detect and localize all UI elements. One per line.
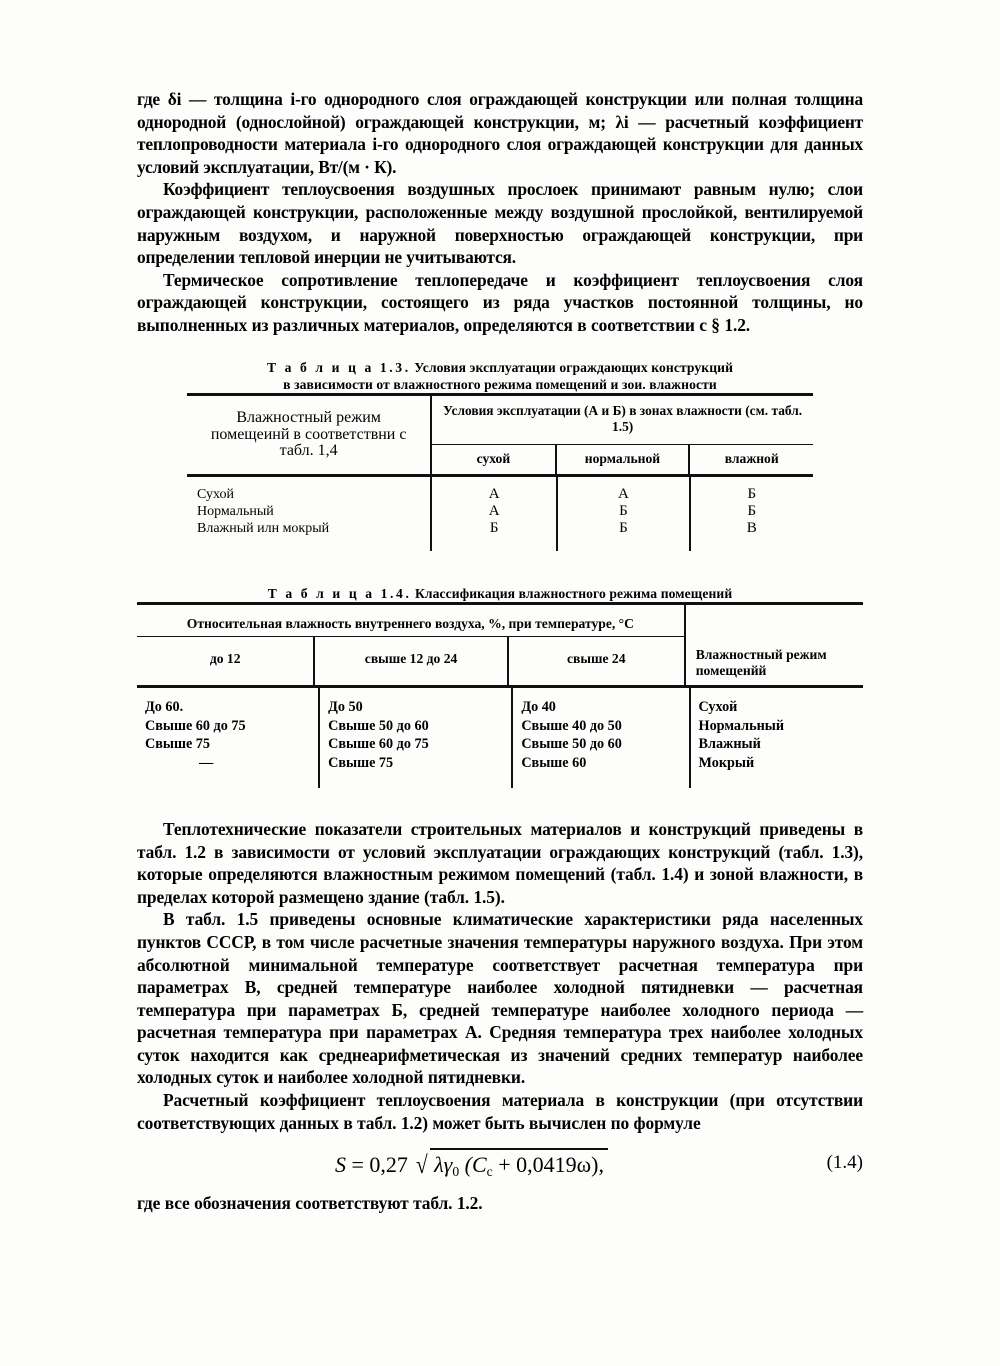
table-1-3-cell-2-0: Б (489, 520, 499, 537)
table-1-4-header-group: Относительная влажность внутреннего воздуха, %, при температуре, °С (186, 616, 634, 632)
table-1-3-header-row (187, 396, 813, 445)
table-1-4-cell-2-1: Свыше 60 до 75 (328, 736, 429, 753)
table-row (187, 477, 813, 552)
table-1-3-grid (187, 396, 813, 474)
table-1-4-cell-2-0: Свыше 75 (145, 736, 210, 753)
table-row (137, 688, 863, 788)
table-1-4-cell-0-0: До 60. (145, 699, 184, 716)
table-1-4-col-header-1: свыше 12 до 24 (314, 637, 507, 686)
table-1-4-caption (137, 585, 863, 602)
table-1-4-header-right: Влажностный режим помещенйй (685, 605, 863, 685)
table-1-3-subheader-dry: сухой (431, 444, 555, 474)
table-1-3 (187, 359, 813, 552)
table-1-3-col-normal (557, 477, 689, 552)
table-1-3-cell-2-1: Б (619, 520, 628, 537)
table-1-4-cell-0-2: До 40 (521, 699, 556, 716)
table-1-4-cell-1-1: Свыше 50 до 60 (328, 717, 429, 734)
table-1-4-cell-3-0: — (199, 754, 214, 771)
table-1-4-cell-1-2: Свыше 40 до 50 (521, 717, 622, 734)
table-1-4-cell-1-0: Свыше 60 до 75 (145, 717, 246, 734)
table-1-3-caption-title: Условия эксплуатации ограждающих конструкций (414, 359, 734, 375)
formula-equals: = (351, 1152, 364, 1178)
paragraph-thermal-resistance: Термическое сопротивление теплопередаче и коэффициент теплоусвоения слоя ограждающей конструкции, состоящего из ряда участков постоянной толщины, но выполненных из различных материалов, определяются в соответствии с § 1.2. (137, 269, 863, 335)
table-1-3-caption-label: Т а б л и ц а 1.3. (266, 359, 411, 375)
table-1-3-col-dry (431, 477, 557, 552)
formula-1-4-row (137, 1148, 863, 1192)
formula-lhs: S (335, 1152, 346, 1178)
table-1-3-body (187, 477, 813, 552)
table-1-4-header-row (137, 605, 863, 637)
table-1-4-caption-title: Классификация влажностного режима помещений (414, 586, 733, 602)
formula-radicand (430, 1148, 608, 1180)
formula-1-4-number: (1.4) (826, 1152, 863, 1174)
table-1-3-cell-1-2: Б (747, 502, 757, 519)
formula-radicand-plus: + 0,0419ω), (498, 1152, 604, 1178)
table-1-3-regime-1: Нормальный (197, 503, 274, 519)
table-1-3-cell-1-0: А (488, 502, 500, 519)
table-1-3-header-group: Условия эксплуатации (А и Б) в зонах влажности (см. табл. 1.5) (431, 396, 813, 445)
table-1-4-col-1 (319, 688, 512, 788)
paragraph-formula-intro: Расчетный коэффициент теплоусвоения материала в конструкции (при отсутствии соответствующих данных в табл. 1.2) может быть вычислен по формуле (137, 1090, 863, 1133)
table-1-4-caption-label: Т а б л и ц а 1.4. (267, 586, 412, 602)
table-1-4-cell-3-1: Свыше 75 (328, 754, 394, 771)
table-1-3-cell-0-2: Б (747, 485, 757, 502)
table-1-3-cell-0-1: А (618, 485, 629, 502)
formula-radical (413, 1148, 608, 1180)
table-1-3-regime-0: Сухой (197, 486, 234, 502)
paragraph-climate-characteristics: В табл. 1.5 приведены основные климатические характеристики ряда населенных пунктов СССР, в том числе расчетные значения температуры наружного воздуха. При этом абсолютной минимальной температуре соответствует расчетная температура при параметрах В, средней температуре наиболее холодной пятидневки — расчетная температура при параметрах Б, средней температуре наиболее холодного периода — расчетная температура при параметрах А. Средняя температура трех наиболее холодных суток находится как среднеарифметическая из значений средних температур наиболее холодных суток и наиболее холодной пятидневки. (137, 909, 863, 1088)
table-1-3-col-wet (690, 477, 813, 552)
table-1-4-cell-0-3: Сухой (698, 699, 738, 716)
page-content (137, 88, 863, 1215)
table-1-3-header-col1: Влажностный режим помещеинй в соответствни с табл. 1,4 (210, 409, 407, 460)
table-1-3-regime-2: Влажный илн мокрый (197, 521, 330, 537)
table-1-4 (137, 585, 863, 788)
formula-radicand-prefix: λγ (434, 1152, 453, 1178)
paragraph-notation-reference: где все обозначения соответствуют табл. 1.2. (137, 1193, 483, 1214)
formula-radicand-body-sub: с (486, 1164, 493, 1180)
table-1-3-caption (187, 359, 813, 393)
table-1-3-body-regimes (187, 477, 431, 552)
table-1-3-subheader-normal: нормальной (556, 444, 690, 474)
sqrt-icon: √ (416, 1152, 429, 1180)
table-1-3-cell-1-1: Б (619, 502, 628, 519)
table-1-4-col-2 (512, 688, 689, 788)
formula-coefficient: 0,27 (369, 1152, 408, 1178)
table-1-4-cell-1-3: Нормальный (698, 717, 785, 734)
table-1-4-col-3 (690, 688, 863, 788)
formula-1-4 (335, 1148, 608, 1180)
table-1-4-cell-3-2: Свыше 60 (521, 754, 587, 771)
table-1-4-col-header-0: до 12 (137, 637, 314, 686)
table-1-4-col-0 (137, 688, 319, 788)
formula-radicand-prefix-sub: 0 (452, 1164, 460, 1180)
table-1-3-subheader-wet: влажной (689, 444, 813, 474)
table-1-4-cell-2-3: Влажный (698, 736, 761, 753)
table-1-4-body (137, 688, 863, 788)
formula-radicand-body: (C (464, 1152, 487, 1178)
paragraph-thermal-indicators: Теплотехнические показатели строительных материалов и конструкций приведены в табл. 1.2 в зависимости от условий эксплуатации ограждающих конструкций (табл. 1.3), которые определяются влажностным режимом помещений (табл. 1.4) и зоной влажности, в пределах которой размещено здание (табл. 1.5). (137, 818, 863, 907)
table-1-4-cell-0-1: До 50 (328, 699, 363, 716)
table-1-3-cell-2-2: В (746, 520, 757, 537)
paragraph-air-gap-coefficient: Коэффициент теплоусвоения воздушных прослоек принимают равным нулю; слои ограждающей конструкции, расположенные между воздушной прослойкой, вентилируемой наружным воздухом, и наружной поверхностью ограждающей конструкции, при определении тепловой инерции не учитываются. (137, 179, 863, 268)
table-1-3-cell-0-0: А (488, 485, 500, 502)
table-1-3-caption-line2: в зависимости от влажностного режима помещений и зои. влажности (283, 376, 717, 392)
paragraph-delta-definition: где δi — толщина i-го однородного слоя ограждающей конструкции или полная толщина однородной (однослойной) ограждающей конструкции, м; λi — расчетный коэффициент теплопроводности материала i-го однородного слоя ограждающей конструкции для данных условий эксплуатации, Вт/(м · К). (137, 89, 863, 177)
table-1-4-cell-2-2: Свыше 50 до 60 (521, 736, 622, 753)
table-1-4-header-grid (137, 605, 863, 685)
table-1-4-cell-3-3: Мокрый (698, 754, 755, 771)
table-1-4-col-header-2: свыше 24 (508, 637, 685, 686)
